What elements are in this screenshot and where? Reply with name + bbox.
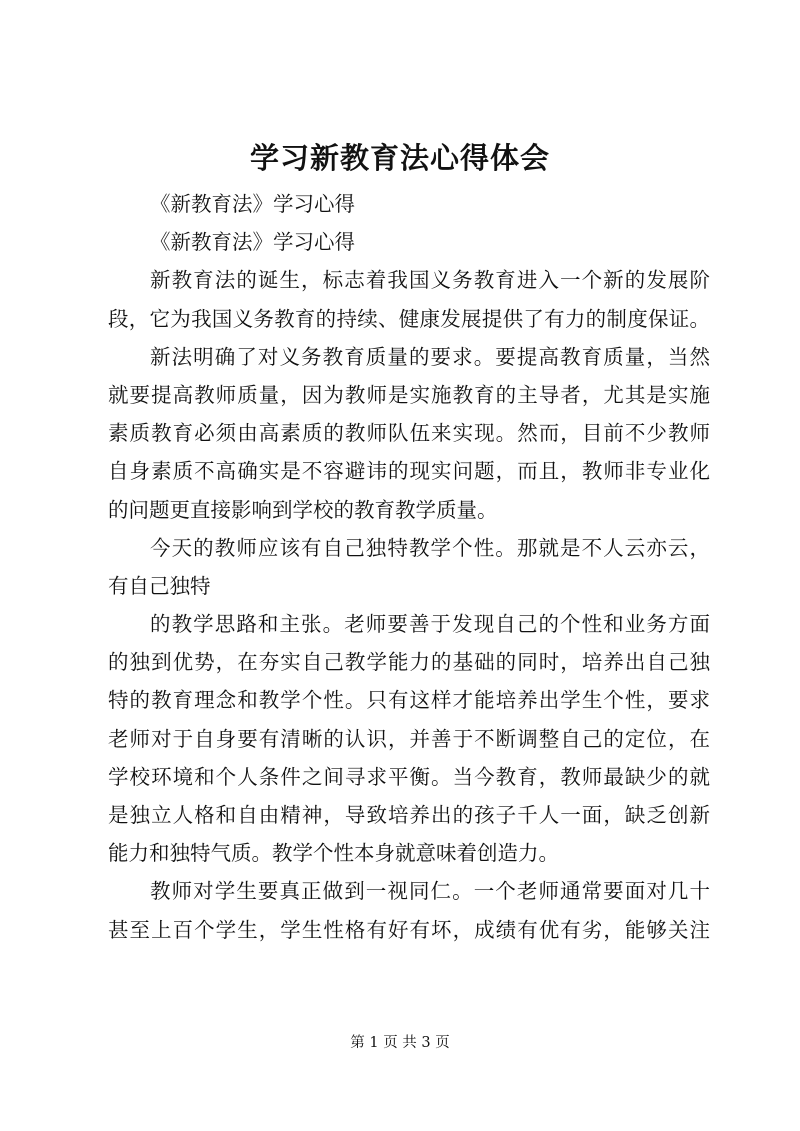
text-line: 的独到优势，在夯实自己教学能力的基础的同时，培养出自己独 [108, 650, 710, 675]
text-line: 素质教育必须由高素质的教师队伍来实现。然而，目前不少教师 [108, 421, 710, 446]
text-line: 段，它为我国义务教育的持续、健康发展提供了有力的制度保证。 [108, 306, 710, 331]
text-line: 甚至上百个学生，学生性格有好有坏，成绩有优有劣，能够关注 [108, 917, 710, 942]
text-line: 今天的教师应该有自己独特教学个性。那就是不人云亦云， [150, 535, 710, 560]
text-line: 《新教育法》学习心得 [150, 230, 355, 255]
text-line: 有自己独特 [108, 573, 211, 598]
text-line: 就要提高教师质量，因为教师是实施教育的主导者，尤其是实施 [108, 382, 710, 407]
text-line: 老师对于自身要有清晰的认识，并善于不断调整自己的定位，在 [108, 726, 710, 751]
document-title: 学习新教育法心得体会 [249, 141, 550, 175]
text-line: 《新教育法》学习心得 [150, 192, 355, 216]
text-line: 能力和独特气质。教学个性本身就意味着创造力。 [108, 841, 559, 866]
text-line: 特的教育理念和教学个性。只有这样才能培养出学生个性，要求 [108, 688, 710, 713]
text-line: 的问题更直接影响到学校的教育教学质量。 [108, 497, 498, 522]
document-body [108, 185, 710, 949]
text-line: 是独立人格和自由精神，导致培养出的孩子千人一面，缺乏创新 [108, 803, 710, 827]
text-line: 学校环境和个人条件之间寻求平衡。当今教育，教师最缺少的就 [108, 764, 710, 789]
text-line: 新教育法的诞生，标志着我国义务教育进入一个新的发展阶 [150, 268, 710, 293]
text-line: 教师对学生要真正做到一视同仁。一个老师通常要面对几十 [150, 879, 710, 904]
text-line: 的教学思路和主张。老师要善于发现自己的个性和业务方面 [150, 612, 710, 637]
page-footer: 第 1 页 共 3 页 [350, 1035, 450, 1051]
text-line: 自身素质不高确实是不容避讳的现实问题，而且，教师非专业化 [108, 459, 710, 484]
text-line: 新法明确了对义务教育质量的要求。要提高教育质量，当然 [150, 344, 710, 369]
